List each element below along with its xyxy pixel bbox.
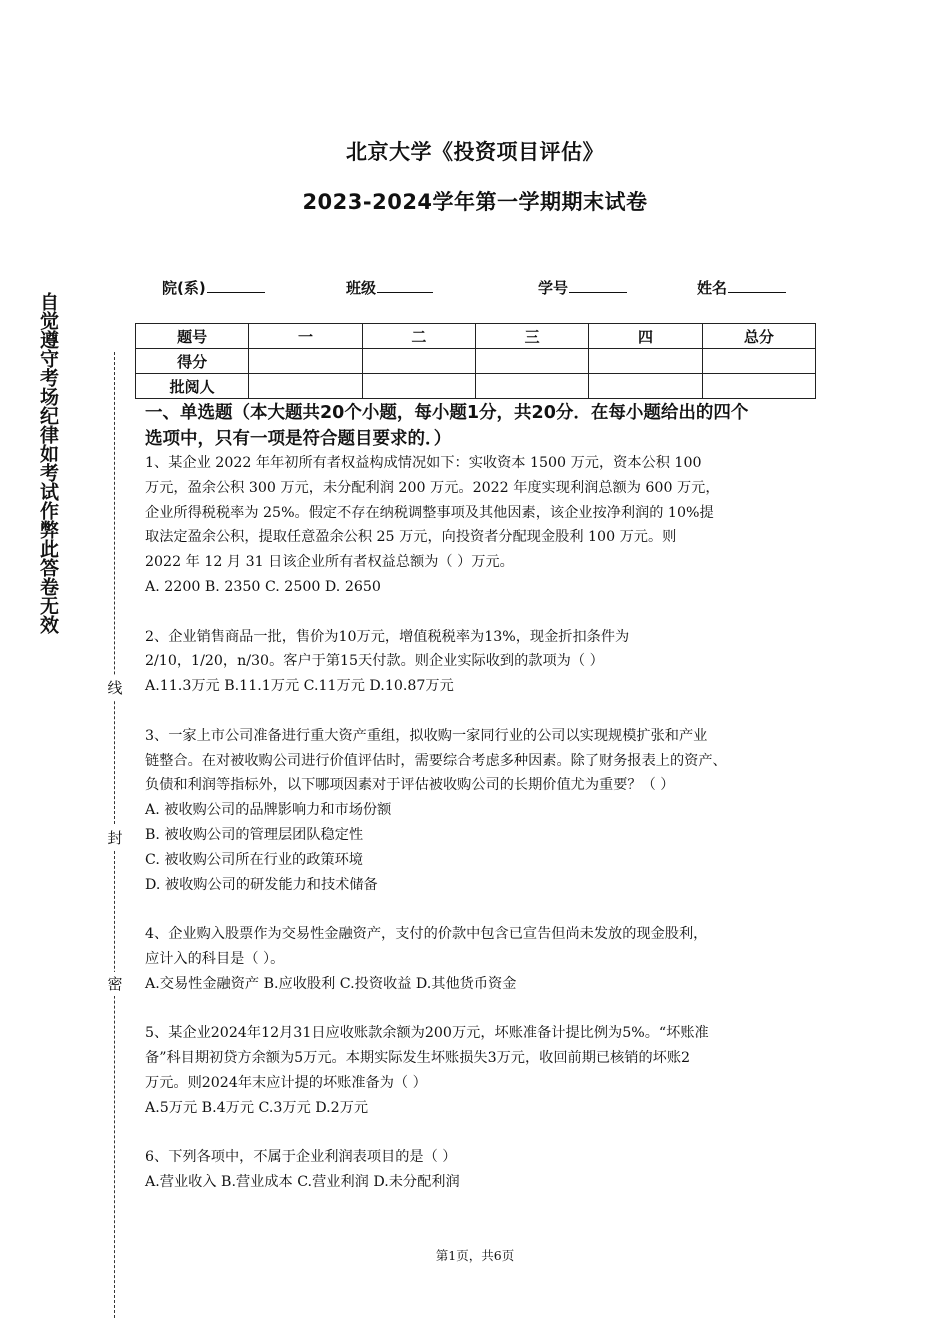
question-line: 企业所得税税率为 25%。假定不存在纳税调整事项及其他因素，该企业按净利润的 10%提 bbox=[145, 504, 714, 521]
score-header-cell: 题号 bbox=[136, 324, 249, 349]
question-line: 负债和利润等指标外，以下哪项因素对于评估被收购公司的长期价值尤为重要？（ ） bbox=[145, 777, 675, 794]
name-blank[interactable] bbox=[728, 276, 786, 293]
page-number: 第1页，共6页 bbox=[435, 1248, 515, 1263]
question-line: 5、某企业2024年12月31日应收账款余额为200万元，坏账准备计提比例为5%。“坏账准 bbox=[145, 1025, 709, 1042]
score-cell[interactable] bbox=[249, 374, 362, 399]
score-cell[interactable] bbox=[702, 349, 815, 374]
question-options: A.营业收入 B.营业成本 C.营业利润 D.未分配利润 bbox=[145, 1174, 460, 1191]
question-options: A. 2200 B. 2350 C. 2500 D. 2650 bbox=[145, 578, 381, 595]
score-cell[interactable] bbox=[702, 374, 815, 399]
question-1 bbox=[145, 451, 835, 600]
question-line: 取法定盈余公积，提取任意盈余公积 25 万元，向投资者分配现金股利 100 万元。则 bbox=[145, 529, 677, 546]
class-label: 班级 bbox=[346, 279, 377, 297]
binding-char-mi: 密 bbox=[104, 972, 126, 996]
score-header-cell: 四 bbox=[589, 324, 702, 349]
question-line: 6、下列各项中，不属于企业利润表项目的是（ ） bbox=[145, 1149, 457, 1166]
score-table-row bbox=[136, 374, 816, 399]
score-cell[interactable] bbox=[475, 374, 588, 399]
question-line: 2、企业销售商品一批，售价为10万元，增值税税率为13%，现金折扣条件为 bbox=[145, 628, 630, 645]
question-6 bbox=[145, 1145, 835, 1195]
score-table bbox=[135, 323, 816, 399]
question-line: 1、某企业 2022 年年初所有者权益构成情况如下：实收资本 1500 万元，资本公积 100 bbox=[145, 455, 702, 471]
question-4 bbox=[145, 922, 835, 996]
student-id-field bbox=[538, 276, 627, 298]
section-heading-line: 一、单选题（本大题共20个小题，每小题1分，共20分．在每小题给出的四个 bbox=[145, 403, 749, 423]
question-line: 万元，盈余公积 300 万元，未分配利润 200 万元。2022 年度实现利润总额为 600 万元， bbox=[145, 479, 720, 496]
question-option: B. 被收购公司的管理层团队稳定性 bbox=[145, 826, 364, 843]
department-label: 院(系) bbox=[162, 279, 206, 297]
question-line: 应计入的科目是（ ）。 bbox=[145, 950, 285, 967]
question-5 bbox=[145, 1021, 835, 1120]
question-options: A.5万元 B.4万元 C.3万元 D.2万元 bbox=[145, 1099, 369, 1116]
score-cell[interactable] bbox=[589, 349, 702, 374]
score-cell[interactable] bbox=[475, 349, 588, 374]
score-header-cell: 一 bbox=[249, 324, 362, 349]
score-row-label: 得分 bbox=[136, 349, 249, 374]
score-cell[interactable] bbox=[362, 374, 475, 399]
question-line: 万元。则2024年末应计提的坏账准备为（ ） bbox=[145, 1074, 427, 1091]
department-field bbox=[162, 276, 265, 298]
question-line: 备”科目期初贷方余额为5万元。本期实际发生坏账损失3万元，收回前期已核销的坏账2 bbox=[145, 1050, 691, 1067]
score-header-cell: 总分 bbox=[702, 324, 815, 349]
binding-warning: 自觉遵守考场纪律如考试作弊此答卷无效 bbox=[37, 292, 59, 634]
score-header-cell: 三 bbox=[475, 324, 588, 349]
question-line: 3、一家上市公司准备进行重大资产重组，拟收购一家同行业的公司以实现规模扩张和产业 bbox=[145, 727, 708, 744]
score-table-row bbox=[136, 349, 816, 374]
section-heading bbox=[145, 400, 825, 452]
class-blank[interactable] bbox=[377, 276, 433, 293]
class-field bbox=[346, 276, 433, 298]
section-heading-line: 选项中，只有一项是符合题目要求的．） bbox=[145, 429, 452, 449]
binding-char-xian: 线 bbox=[104, 676, 126, 700]
score-cell[interactable] bbox=[362, 349, 475, 374]
question-options: A.11.3万元 B.11.1万元 C.11万元 D.10.87万元 bbox=[145, 678, 454, 695]
question-line: 2/10，1/20，n/30。客户于第15天付款。则企业实际收到的款项为（ ） bbox=[145, 653, 604, 670]
student-id-label: 学号 bbox=[538, 279, 569, 297]
question-line: 2022 年 12 月 31 日该企业所有者权益总额为（ ）万元。 bbox=[145, 554, 514, 571]
question-option: D. 被收购公司的研发能力和技术储备 bbox=[145, 876, 378, 893]
question-options: A.交易性金融资产 B.应收股利 C.投资收益 D.其他货币资金 bbox=[145, 975, 517, 992]
department-blank[interactable] bbox=[207, 276, 265, 293]
score-header-cell: 二 bbox=[362, 324, 475, 349]
student-id-blank[interactable] bbox=[569, 276, 627, 293]
question-list bbox=[145, 451, 835, 1195]
score-cell[interactable] bbox=[589, 374, 702, 399]
binding-char-feng: 封 bbox=[104, 826, 126, 850]
name-field bbox=[697, 276, 786, 298]
question-line: 4、企业购入股票作为交易性金融资产，支付的价款中包含已宣告但尚未发放的现金股利， bbox=[145, 926, 708, 943]
question-3 bbox=[145, 724, 835, 898]
question-option: C. 被收购公司所在行业的政策环境 bbox=[145, 851, 363, 868]
exam-subtitle: 2023-2024学年第一学期期末试卷 bbox=[302, 190, 648, 214]
exam-title: 北京大学《投资项目评估》 bbox=[346, 140, 604, 164]
question-option: A. 被收购公司的品牌影响力和市场份额 bbox=[145, 802, 392, 819]
question-2 bbox=[145, 625, 835, 699]
question-line: 链整合。在对被收购公司进行价值评估时，需要综合考虑多种因素。除了财务报表上的资产、 bbox=[145, 752, 727, 769]
score-cell[interactable] bbox=[249, 349, 362, 374]
score-table-header-row bbox=[136, 324, 816, 349]
name-label: 姓名 bbox=[697, 279, 728, 297]
student-info-row bbox=[0, 276, 950, 300]
score-row-label: 批阅人 bbox=[136, 374, 249, 399]
